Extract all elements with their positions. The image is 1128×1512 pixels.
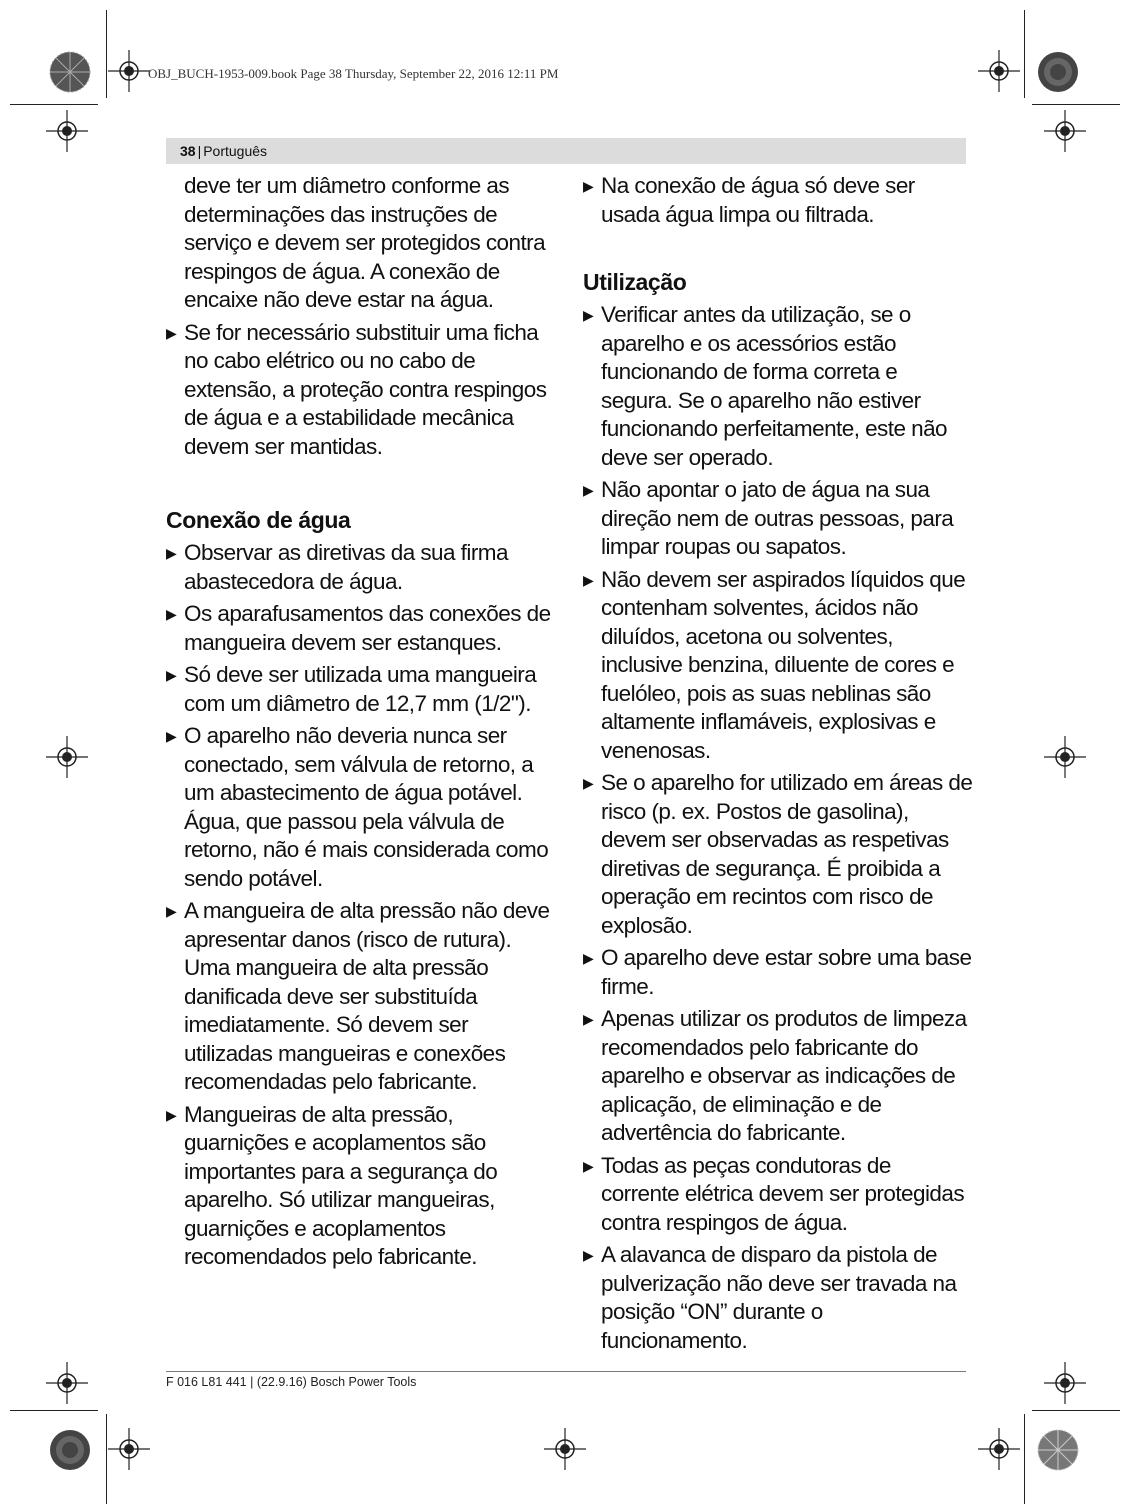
- bullet-triangle-icon: ▶: [583, 1247, 594, 1263]
- list-item: ▶ Os aparafusamentos das conexões de mangueira devem ser estanques.: [166, 601, 551, 655]
- bullet-triangle-icon: ▶: [166, 606, 177, 622]
- trim-line: [1032, 1410, 1120, 1411]
- list-item: ▶ Só deve ser utilizada uma mangueira com um diâmetro de 12,7 mm (1/2").: [166, 662, 537, 716]
- header-language: Português: [203, 143, 268, 159]
- bullet-triangle-icon: ▶: [166, 903, 177, 919]
- list-item: ▶ Todas as peças condutoras de corrente elétrica devem ser protegidas contra respingos de água.: [583, 1152, 965, 1235]
- trim-line: [10, 1410, 98, 1411]
- color-target-icon: [1036, 1428, 1080, 1472]
- bullet-triangle-icon: ▶: [583, 950, 594, 966]
- registration-mark-icon: [1044, 736, 1086, 778]
- list-item: ▶ Não apontar o jato de água na sua direção nem de outras pessoas, para limpar roupas ou sapatos.: [583, 477, 954, 559]
- trim-line: [1032, 104, 1120, 105]
- bullet-triangle-icon: ▶: [583, 1157, 594, 1174]
- bullet-triangle-icon: ▶: [583, 307, 594, 323]
- list-item: ▶ A mangueira de alta pressão não deve apresentar danos (risco de rutura). Uma mangueira de alta pressão danificada deve ser substituída imediatamente. Só devem ser utilizadas mangueiras e conexões recomendadas pelo fabricante.: [166, 898, 550, 1094]
- registration-mark-icon: [544, 1428, 586, 1470]
- page-footer: F 016 L81 441 | (22.9.16) Bosch Power Tools: [166, 1375, 417, 1389]
- bullet-triangle-icon: ▶: [583, 178, 594, 194]
- trim-line: [106, 10, 107, 98]
- color-target-icon: [48, 1428, 92, 1472]
- trim-line: [1024, 10, 1025, 98]
- registration-mark-icon: [978, 50, 1020, 92]
- bullet-triangle-icon: ▶: [166, 667, 177, 683]
- footer-rule: [166, 1371, 966, 1372]
- trim-line: [1024, 1414, 1025, 1504]
- right-column: [583, 172, 973, 1355]
- registration-mark-icon: [46, 736, 88, 778]
- trim-line: [106, 1414, 107, 1504]
- list-item: ▶ Se o aparelho for utilizado em áreas de risco (p. ex. Postos de gasolina), devem ser observadas as respetivas diretivas de segurança. É proibida a operação em recintos com risco de explosão.: [583, 770, 973, 938]
- registration-mark-icon: [108, 50, 150, 92]
- header-separator: |: [197, 143, 202, 159]
- bullet-triangle-icon: ▶: [583, 571, 594, 588]
- list-item: ▶ Mangueiras de alta pressão, guarnições e acoplamentos são importantes para a segurança do aparelho. Só utilizar mangueiras, guarnições e acoplamentos recomendados pelo fabricante.: [166, 1101, 498, 1269]
- list-item: ▶ O aparelho não deveria nunca ser conectado, sem válvula de retorno, a um abastecimento de água potável. Água, que passou pela válvula de retorno, não é mais considerada como sendo potável.: [166, 723, 549, 891]
- color-target-icon: [1036, 50, 1080, 94]
- bullet-triangle-icon: ▶: [583, 1011, 594, 1027]
- list-item: ▶ Não devem ser aspirados líquidos que contenham solventes, ácidos não diluídos, acetona ou solventes, inclusive benzina, diluente de cores e fuelóleo, pois as suas neblinas são altamente inflamáveis, explosivas e venenosas.: [583, 566, 966, 763]
- page-number: 38: [180, 143, 196, 159]
- bullet-triangle-icon: ▶: [166, 545, 177, 561]
- continuation-paragraph: deve ter um diâmetro conforme as determinações das instruções de serviço e devem ser protegidos contra respingos de água. A conexão de encaixe não deve estar na água.: [184, 173, 546, 312]
- list-item: ▶ Apenas utilizar os produtos de limpeza recomendados pelo fabricante do aparelho e observar as indicações de aplicação, de eliminação e de advertência do fabricante.: [583, 1006, 967, 1145]
- registration-mark-icon: [978, 1428, 1020, 1470]
- list-item: ▶ Verificar antes da utilização, se o aparelho e os acessórios estão funcionando de forma correta e segura. Se o aparelho não estiver funcionando perfeitamente, este não deve ser operado.: [583, 302, 948, 470]
- registration-mark-icon: [46, 1362, 88, 1404]
- list-item: ▶ O aparelho deve estar sobre uma base firme.: [583, 945, 972, 999]
- registration-mark-icon: [1044, 1362, 1086, 1404]
- page-header: [166, 138, 966, 164]
- registration-mark-icon: [46, 110, 88, 152]
- trim-line: [10, 104, 98, 105]
- registration-mark-icon: [1044, 110, 1086, 152]
- list-item: ▶ A alavanca de disparo da pistola de pulverização não deve ser travada na posição “ON” durante o funcionamento.: [583, 1242, 957, 1353]
- registration-mark-icon: [108, 1428, 150, 1470]
- bullet-triangle-icon: ▶: [166, 728, 177, 744]
- list-item: ▶ Observar as diretivas da sua firma abastecedora de água.: [166, 540, 508, 594]
- print-slug: OBJ_BUCH-1953-009.book Page 38 Thursday, September 22, 2016 12:11 PM: [148, 66, 559, 81]
- left-column: [166, 172, 556, 1272]
- bullet-triangle-icon: ▶: [583, 775, 594, 791]
- bullet-triangle-icon: ▶: [166, 1106, 177, 1123]
- bullet-triangle-icon: ▶: [166, 324, 177, 341]
- list-item: ▶ Se for necessário substituir uma ficha no cabo elétrico ou no cabo de extensão, a proteção contra respingos de água e a estabilidade mecânica devem ser mantidas.: [166, 319, 547, 459]
- section-title: Conexão de água: [166, 507, 351, 533]
- list-item: ▶ Na conexão de água só deve ser usada água limpa ou filtrada.: [583, 173, 915, 227]
- bullet-triangle-icon: ▶: [583, 482, 594, 498]
- section-title: Utilização: [583, 269, 687, 295]
- color-target-icon: [48, 50, 92, 94]
